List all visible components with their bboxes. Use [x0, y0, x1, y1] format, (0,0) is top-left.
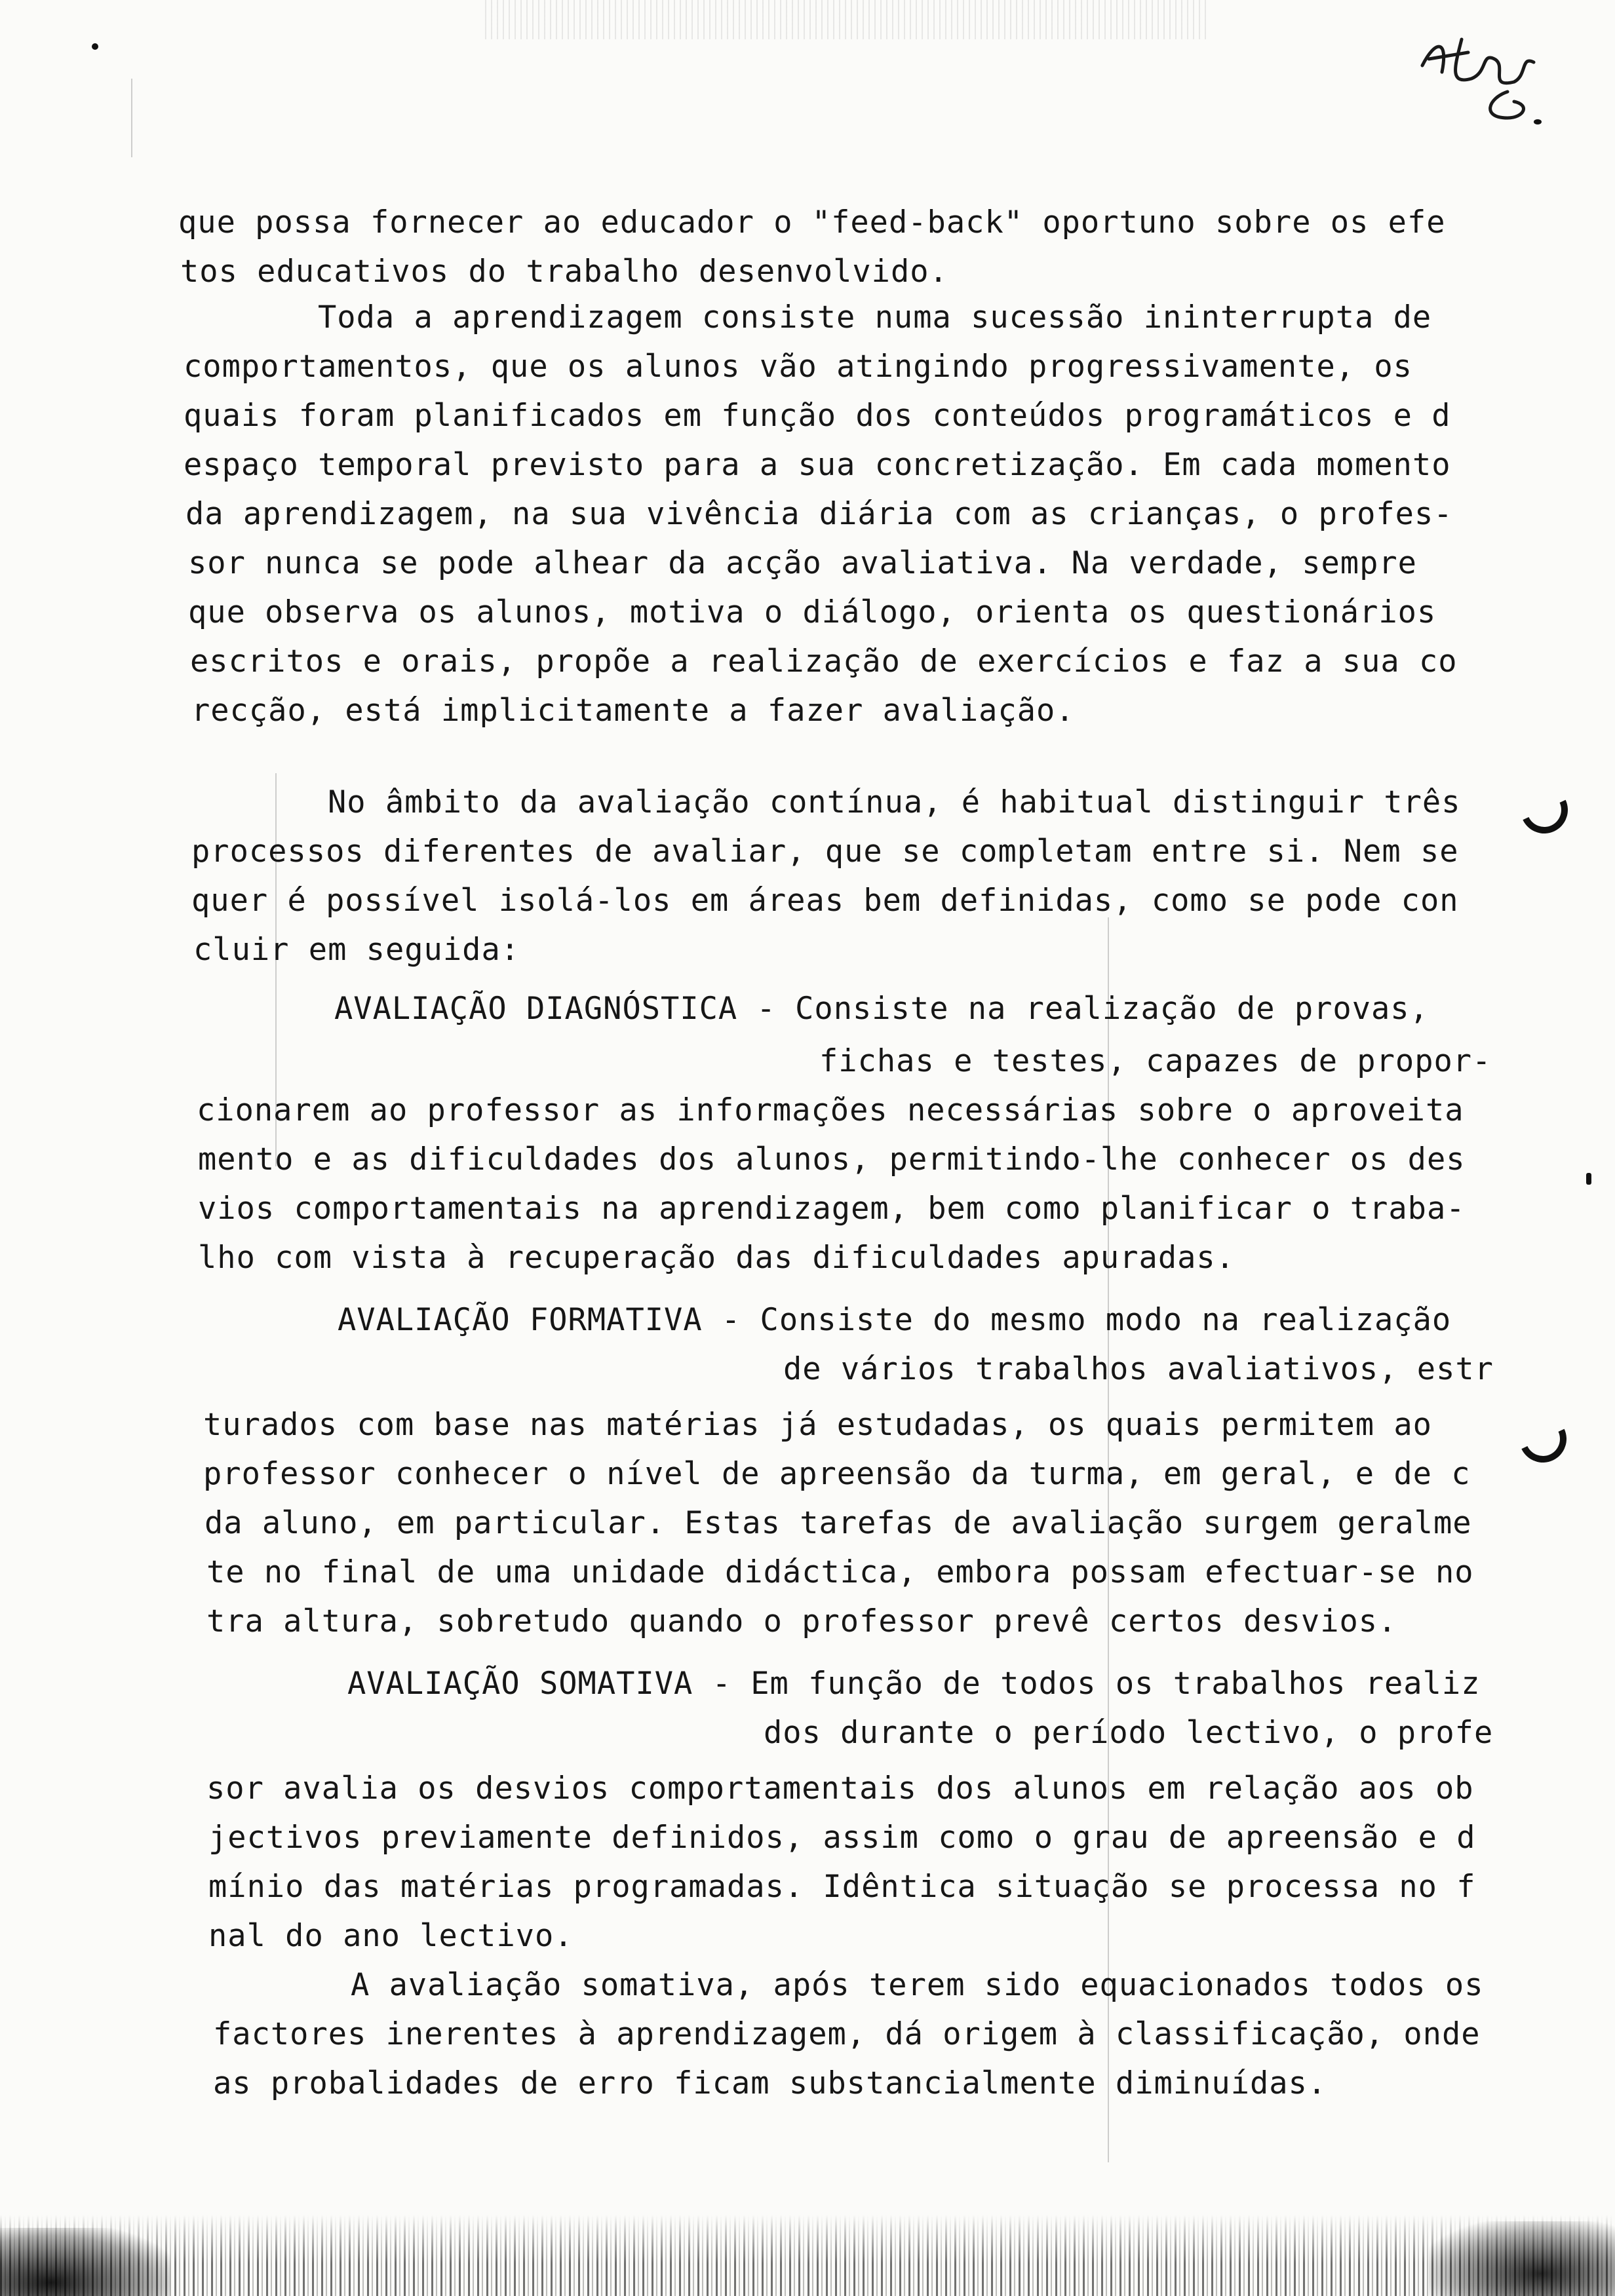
- scan-smudge-left: [0, 2228, 170, 2296]
- paragraph-start: Toda a aprendizagem consiste numa sucessão ininterrupta de: [318, 299, 1432, 335]
- text-line: sor avalia os desvios comportamentais dos alunos em relação aos ob: [206, 1770, 1474, 1807]
- text-line: que observa os alunos, motiva o diálogo, orienta os questionários: [188, 594, 1437, 630]
- binder-hole: [1514, 780, 1574, 840]
- text-line: quer é possível isolá-los em áreas bem definidas, como se pode con: [191, 883, 1459, 919]
- text-line: de vários trabalhos avaliativos, estr: [783, 1351, 1494, 1387]
- section-heading-somativa: AVALIAÇÃO SOMATIVA - Em função de todos os trabalhos realiz: [347, 1666, 1481, 1702]
- scan-speck: [92, 43, 98, 50]
- text-line: factores inerentes à aprendizagem, dá origem à classificação, onde: [213, 2016, 1481, 2052]
- scan-noise-bottom: [0, 2215, 1615, 2296]
- section-heading-diagnostica: AVALIAÇÃO DIAGNÓSTICA - Consiste na realização de provas,: [334, 991, 1429, 1027]
- text-line: cluir em seguida:: [193, 932, 520, 968]
- text-line: espaço temporal previsto para a sua concretização. Em cada momento: [184, 447, 1451, 483]
- text-line: jectivos previamente definidos, assim como o grau de apreensão e d: [208, 1820, 1476, 1856]
- text-line: da aluno, em particular. Estas tarefas de avaliação surgem geralme: [204, 1505, 1472, 1541]
- text-line: quais foram planificados em função dos conteúdos programáticos e d: [184, 398, 1451, 434]
- text-line: tos educativos do trabalho desenvolvido.: [180, 254, 948, 290]
- scan-smudge-right: [1429, 2221, 1615, 2296]
- scan-speck: [1586, 1173, 1591, 1185]
- text-line: processos diferentes de avaliar, que se completam entre si. Nem se: [191, 833, 1459, 870]
- paragraph-start: No âmbito da avaliação contínua, é habitual distinguir três: [328, 784, 1461, 820]
- text-line: te no final de uma unidade didáctica, embora possam efectuar-se no: [206, 1554, 1474, 1590]
- handwritten-signature: [1409, 26, 1553, 131]
- binder-hole: [1513, 1409, 1573, 1469]
- text-line: comportamentos, que os alunos vão atingindo progressivamente, os: [184, 349, 1412, 385]
- text-line: sor nunca se pode alhear da acção avaliativa. Na verdade, sempre: [188, 545, 1417, 581]
- text-line: turados com base nas matérias já estudadas, os quais permitem ao: [203, 1407, 1432, 1443]
- scan-noise-top: [485, 0, 1206, 39]
- text-line: escritos e orais, propõe a realização de exercícios e faz a sua co: [190, 643, 1458, 679]
- scan-streak: [131, 79, 132, 157]
- text-line: da aprendizagem, na sua vivência diária com as crianças, o profes-: [185, 496, 1453, 532]
- text-line: cionarem ao professor as informações necessárias sobre o aproveita: [197, 1092, 1464, 1128]
- text-line: tra altura, sobretudo quando o professor prevê certos desvios.: [206, 1603, 1397, 1639]
- text-line: mínio das matérias programadas. Idêntica situação se processa no f: [208, 1869, 1476, 1905]
- text-line: as probalidades de erro ficam substancialmente diminuídas.: [213, 2065, 1327, 2101]
- text-line: professor conhecer o nível de apreensão da turma, em geral, e de c: [203, 1456, 1471, 1492]
- text-line: que possa fornecer ao educador o "feed-back" oportuno sobre os efe: [178, 204, 1446, 240]
- text-line: fichas e testes, capazes de propor-: [819, 1043, 1492, 1079]
- text-line: recção, está implicitamente a fazer avaliação.: [191, 693, 1075, 729]
- text-line: lho com vista à recuperação das dificuldades apuradas.: [198, 1240, 1236, 1276]
- section-heading-formativa: AVALIAÇÃO FORMATIVA - Consiste do mesmo modo na realização: [338, 1302, 1452, 1338]
- text-line: nal do ano lectivo.: [208, 1918, 574, 1954]
- text-line: vios comportamentais na aprendizagem, bem como planificar o traba-: [198, 1191, 1466, 1227]
- text-line: dos durante o período lectivo, o profe: [764, 1715, 1494, 1751]
- text-line: mento e as dificuldades dos alunos, permitindo-lhe conhecer os des: [198, 1141, 1466, 1177]
- paragraph-start: A avaliação somativa, após terem sido equacionados todos os: [351, 1967, 1484, 2003]
